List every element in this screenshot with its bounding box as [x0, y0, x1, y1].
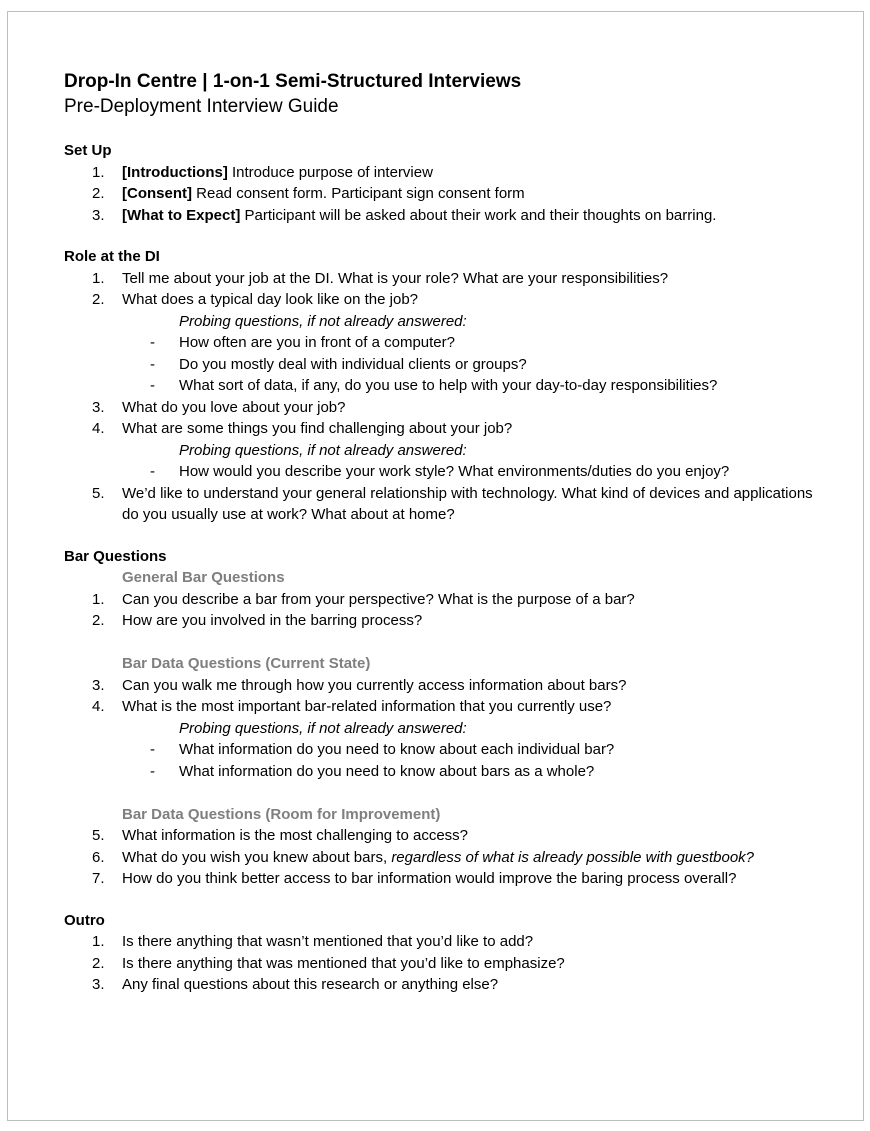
- list-item-label: [Consent]: [122, 185, 192, 202]
- list-item-text: We’d like to understand your general relationship with technology. What kind of devices and applications do you usually use at work? What about at home?: [122, 484, 813, 523]
- list-number: 7.: [92, 870, 105, 887]
- list-number: 3.: [92, 976, 105, 993]
- dash-icon: -: [150, 355, 155, 373]
- bullet-text: Do you mostly deal with individual clients or groups?: [179, 355, 527, 373]
- list-item-text: Is there anything that wasn’t mentioned that you’d like to add?: [122, 933, 534, 950]
- list-item-label: [Introductions]: [122, 163, 228, 181]
- probing-note: Probing questions, if not already answered:: [179, 441, 467, 459]
- probing-note: Probing questions, if not already answered:: [179, 312, 467, 330]
- spacer: [64, 782, 824, 804]
- list-item: [64, 162, 824, 184]
- section-bar-questions: [64, 546, 824, 890]
- list-item: [64, 953, 824, 975]
- dash-icon: -: [150, 741, 155, 758]
- list-number: 6.: [92, 848, 105, 866]
- document-content: [64, 70, 824, 1016]
- list-item: [64, 974, 824, 996]
- list-item: [64, 268, 824, 290]
- bullet-text: What information do you need to know about each individual bar?: [179, 741, 615, 758]
- bullet-item: [64, 761, 824, 783]
- bullet-text: What information do you need to know about bars as a whole?: [179, 762, 595, 780]
- list-item: [64, 418, 824, 440]
- list-item: [64, 610, 824, 632]
- list-item: [64, 397, 824, 419]
- section-heading-role: Role at the DI: [64, 248, 160, 265]
- list-number: 1.: [92, 163, 105, 181]
- section-role: [64, 246, 824, 526]
- list-item-text: Participant will be asked about their work and their thoughts on barring.: [240, 206, 717, 224]
- list-item-text: Can you walk me through how you currently access information about bars?: [122, 676, 627, 694]
- document-title: Drop-In Centre | 1-on-1 Semi-Structured Interviews: [64, 71, 522, 92]
- list-number: 1.: [92, 933, 105, 950]
- list-number: 1.: [92, 269, 105, 287]
- list-item: [64, 289, 824, 311]
- list-item-label: [What to Expect]: [122, 206, 241, 224]
- bullet-item: [64, 354, 824, 376]
- list-number: 2.: [92, 612, 105, 629]
- spacer: [64, 632, 824, 654]
- dash-icon: -: [150, 463, 155, 480]
- bullet-item: [64, 332, 824, 354]
- section-heading-bar: Bar Questions: [64, 547, 167, 565]
- bullet-item: [64, 461, 824, 483]
- section-outro: [64, 910, 824, 996]
- list-item: [64, 931, 824, 953]
- list-item: [64, 868, 824, 890]
- list-number: 2.: [92, 291, 105, 308]
- dash-icon: -: [150, 762, 155, 780]
- list-item-text: Tell me about your job at the DI. What is your role? What are your responsibilities?: [122, 269, 669, 287]
- bullet-text: How would you describe your work style? What environments/duties do you enjoy?: [179, 463, 730, 480]
- list-item-text: What does a typical day look like on the job?: [122, 291, 419, 308]
- list-item-text: Any final questions about this research or anything else?: [122, 976, 499, 993]
- dash-icon: -: [150, 334, 155, 351]
- list-item-text: What is the most important bar-related information that you currently use?: [122, 698, 612, 715]
- bullet-text: How often are you in front of a computer?: [179, 334, 455, 351]
- section-heading-setup: Set Up: [64, 142, 112, 159]
- bullet-item: [64, 375, 824, 397]
- list-item-text: What do you wish you knew about bars,: [122, 848, 392, 866]
- list-number: 4.: [92, 420, 105, 437]
- section-setup: [64, 140, 824, 226]
- list-number: 3.: [92, 398, 105, 416]
- list-item: [64, 589, 824, 611]
- subsection-heading-general: General Bar Questions: [122, 569, 285, 586]
- list-item: [64, 183, 824, 205]
- list-item: [64, 675, 824, 697]
- list-number: 5.: [92, 484, 105, 502]
- bullet-item: [64, 739, 824, 761]
- list-item-text: What are some things you find challenging about your job?: [122, 420, 513, 437]
- list-item-text: What do you love about your job?: [122, 398, 346, 416]
- list-number: 1.: [92, 590, 105, 608]
- list-number: 3.: [92, 206, 105, 224]
- list-item-text: Read consent form. Participant sign consent form: [192, 185, 525, 202]
- list-item: [64, 205, 824, 227]
- list-number: 3.: [92, 676, 105, 694]
- list-item-text: Introduce purpose of interview: [227, 163, 433, 181]
- list-item: [64, 825, 824, 847]
- list-number: 4.: [92, 698, 105, 715]
- document-subtitle: Pre-Deployment Interview Guide: [64, 96, 339, 117]
- bullet-text: What sort of data, if any, do you use to help with your day-to-day responsibilities?: [179, 377, 718, 394]
- list-number: 2.: [92, 954, 105, 972]
- list-item-text: How do you think better access to bar information would improve the baring process overall?: [122, 870, 737, 887]
- dash-icon: -: [150, 377, 155, 394]
- document-page: [7, 11, 864, 1121]
- list-number: 2.: [92, 185, 105, 202]
- list-item-text: How are you involved in the barring process?: [122, 612, 423, 629]
- list-item: [64, 696, 824, 718]
- list-item-text: Can you describe a bar from your perspective? What is the purpose of a bar?: [122, 590, 635, 608]
- subsection-heading-current: Bar Data Questions (Current State): [122, 655, 371, 672]
- subsection-heading-improvement: Bar Data Questions (Room for Improvement): [122, 805, 441, 823]
- list-item-text: Is there anything that was mentioned that you’d like to emphasize?: [122, 954, 565, 972]
- probing-note: Probing questions, if not already answered:: [179, 719, 467, 737]
- list-item: [64, 847, 824, 869]
- section-heading-outro: Outro: [64, 911, 105, 929]
- list-item: [64, 483, 824, 526]
- list-item-text: What information is the most challenging to access?: [122, 827, 469, 844]
- list-item-emphasis: regardless of what is already possible with guestbook?: [391, 848, 755, 866]
- list-number: 5.: [92, 827, 105, 844]
